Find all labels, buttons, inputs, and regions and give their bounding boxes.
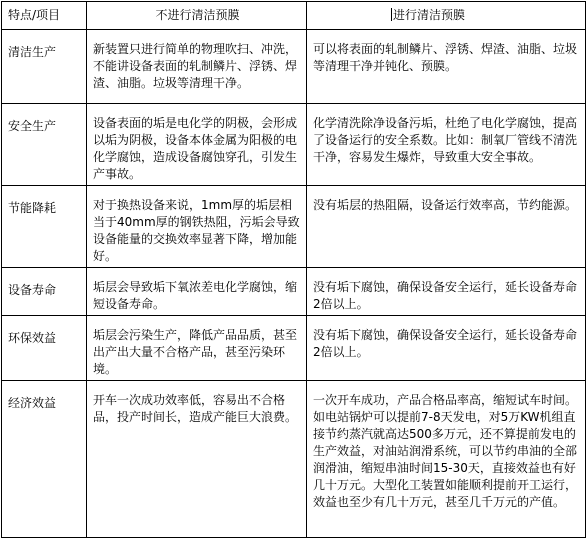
row-with-prefilm: 没有垢层的热阻隔，设备运行效率高，节约能源。	[307, 186, 586, 268]
row-without-prefilm: 新装置只进行简单的物理吹扫、冲洗，不能讲设备表面的轧制鳞片、浮锈、焊渣、油脂。垃圾等清理干净。	[87, 30, 307, 104]
row-feature: 清洁生产	[2, 30, 87, 104]
row-without-prefilm: 设备表面的垢是电化学的阴极，会形成以垢为阴极，设备本体金属为阳极的电化学腐蚀，造成设备腐蚀穿孔，引发生产事故。	[87, 104, 307, 186]
row-feature: 经济效益	[2, 381, 87, 538]
table-header-row	[2, 2, 586, 30]
comparison-table	[1, 1, 586, 538]
row-with-prefilm: 没有垢下腐蚀，确保设备安全运行，延长设备寿命2倍以上。	[307, 316, 586, 381]
table-row	[2, 268, 586, 316]
table-row	[2, 186, 586, 268]
row-without-prefilm: 垢层会污染生产，降低产品品质，甚至出产出大量不合格产品，甚至污染环境。	[87, 316, 307, 381]
text-cursor	[391, 8, 392, 21]
row-with-prefilm: 可以将表面的轧制鳞片、浮锈、焊渣、油脂、垃圾等清理干净并钝化、预膜。	[307, 30, 586, 104]
header-with-prefilm-label: 进行清洁预膜	[393, 8, 466, 22]
header-feature: 特点/项目	[2, 2, 87, 30]
table-row	[2, 104, 586, 186]
row-feature: 环保效益	[2, 316, 87, 381]
table-row	[2, 30, 586, 104]
row-without-prefilm: 对于换热设备来说，1mm厚的垢层相当于40mm厚的钢铁热阻，污垢会导致设备能量的交换效率显著下降，增加能好。	[87, 186, 307, 268]
row-feature: 安全生产	[2, 104, 87, 186]
header-without-prefilm: 不进行清洁预膜	[87, 2, 307, 30]
table-row	[2, 381, 586, 538]
header-with-prefilm	[307, 2, 586, 30]
row-with-prefilm: 化学清洗除净设备污垢，杜绝了电化学腐蚀，提高了设备运行的安全系数。比如：制氧厂管线不清洗干净，容易发生爆炸，导致重大安全事故。	[307, 104, 586, 186]
row-without-prefilm: 开车一次成功效率低，容易出不合格品，投产时间长，造成产能巨大浪费。	[87, 381, 307, 538]
row-with-prefilm: 一次开车成功，产品合格品率高，缩短试车时间。如电站锅炉可以提前7-8天发电，对5万KW机组直接节约蒸汽就高达500多万元，还不算提前发电的生产效益，对油站润滑系统，可以节约串油的全部润滑油，缩短串油时间15-30天，直接效益也有好几十万元。大型化工装置如能顺利提前开工运行，效益也至少有几十万元，甚至几千万元的产值。	[307, 381, 586, 538]
row-feature: 节能降耗	[2, 186, 87, 268]
row-feature: 设备寿命	[2, 268, 87, 316]
row-with-prefilm: 没有垢下腐蚀，确保设备安全运行，延长设备寿命2倍以上。	[307, 268, 586, 316]
table-row	[2, 316, 586, 381]
row-without-prefilm: 垢层会导致垢下氧浓差电化学腐蚀，缩短设备寿命。	[87, 268, 307, 316]
